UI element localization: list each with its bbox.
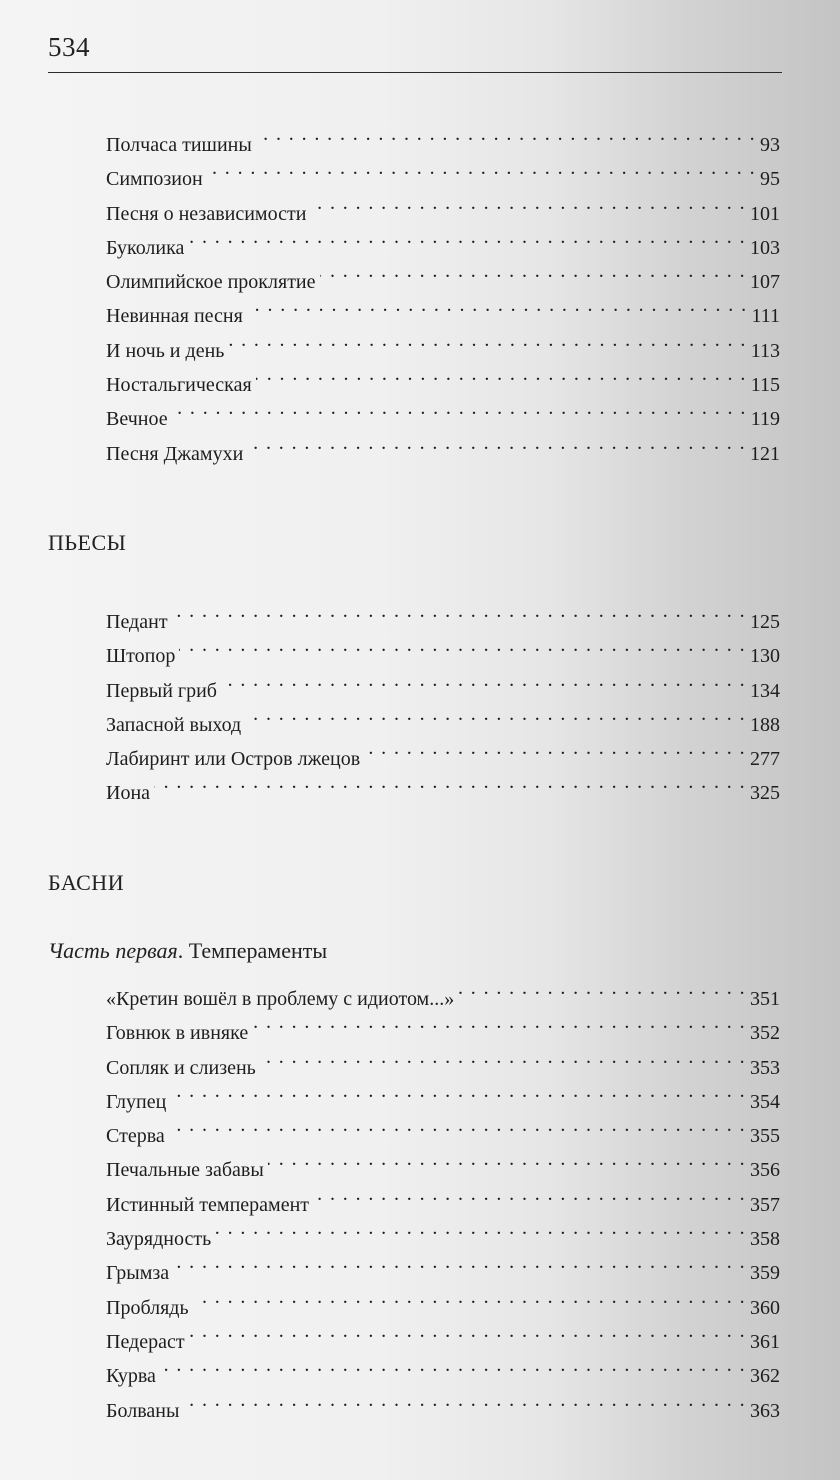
toc-entry-page-number: 125: [750, 611, 780, 633]
toc-entry-title: Проблядь: [106, 1296, 189, 1319]
toc-entry-page-number: 362: [750, 1365, 780, 1388]
toc-entry-title: Стерва: [106, 1125, 165, 1148]
dot-leader: [364, 731, 746, 765]
dot-leader: [458, 971, 746, 1005]
toc-entry: [106, 1074, 780, 1113]
toc-entry: [106, 594, 780, 633]
dot-leader: [313, 1177, 746, 1211]
toc-entry-page-number: 115: [750, 374, 780, 397]
header-rule: [48, 72, 782, 73]
toc-entry-title: Курва: [106, 1365, 156, 1388]
toc-entry-title: Глупец: [106, 1090, 167, 1113]
dot-leader: [170, 1074, 746, 1108]
dot-leader: [221, 663, 746, 697]
dot-leader: [160, 1348, 746, 1382]
toc-entry-title: Заурядность: [106, 1228, 212, 1251]
toc-entry-page-number: 356: [750, 1159, 780, 1182]
toc-entry-page-number: 358: [750, 1228, 780, 1251]
toc-entry-page-number: 134: [750, 679, 780, 702]
toc-entry-page-number: 351: [750, 988, 780, 1010]
dot-leader: [252, 1005, 746, 1039]
toc-entry: [106, 1348, 780, 1388]
toc-entry-title: И ночь и день: [106, 339, 225, 362]
dot-leader: [260, 1040, 746, 1074]
toc-entry: [106, 1280, 780, 1319]
toc-entry: [106, 1314, 780, 1353]
toc-entry-page-number: 363: [750, 1399, 780, 1422]
toc-entry: [106, 663, 780, 702]
dot-leader: [172, 594, 746, 628]
toc-entry-page-number: 361: [750, 1330, 780, 1353]
dot-leader: [247, 426, 746, 460]
toc-entry-page-number: 359: [750, 1262, 780, 1285]
dot-leader: [245, 697, 746, 731]
toc-entry: [106, 1142, 780, 1182]
dot-leader: [173, 1245, 746, 1279]
toc-entry-title: Сопляк и слизень: [106, 1056, 256, 1079]
toc-entry-page-number: 355: [750, 1125, 780, 1148]
toc-entry: [106, 391, 780, 431]
toc-entry-page-number: 93: [760, 134, 780, 156]
toc-entry: [106, 254, 780, 294]
toc-entry-page-number: 103: [750, 236, 780, 259]
dot-leader: [188, 220, 746, 254]
toc-entry: [106, 765, 780, 805]
toc-entry-title: Невинная песня: [106, 305, 243, 328]
toc-list-poems: [106, 117, 780, 465]
dot-leader: [172, 391, 747, 425]
toc-entry-title: Олимпийское проклятие: [106, 271, 316, 294]
toc-entry-page-number: 130: [750, 645, 780, 668]
toc-entry-title: Полчаса тишины: [106, 134, 252, 156]
toc-entry-title: Говнюк в ивняке: [106, 1022, 249, 1045]
toc-entry: [106, 971, 780, 1010]
toc-entry-page-number: 352: [750, 1022, 780, 1045]
dot-leader: [169, 1108, 746, 1142]
toc-entry-title: Симпозион: [106, 168, 203, 191]
toc-entry-page-number: 111: [751, 305, 780, 328]
toc-entry: [106, 1383, 780, 1422]
toc-entry: [106, 1245, 780, 1285]
dot-leader: [189, 1314, 746, 1348]
dot-leader: [179, 628, 746, 662]
toc-entry-title: Ностальгическая: [106, 374, 252, 397]
toc-entry-title: «Кретин вошёл в проблему с идиотом...»: [106, 988, 455, 1010]
page-number: 534: [48, 32, 90, 62]
toc-entry-title: Печальные забавы: [106, 1159, 264, 1182]
dot-leader: [193, 1280, 746, 1314]
part-title: . Темпераменты: [177, 938, 328, 963]
section-heading-fables: БАСНИ: [48, 870, 125, 895]
toc-entry-title: Песня о независимости: [106, 202, 307, 225]
toc-entry: [106, 1108, 780, 1148]
toc-entry: [106, 426, 780, 465]
toc-entry: [106, 220, 780, 259]
toc-entry-page-number: 188: [750, 713, 780, 736]
toc-entry-title: Первый гриб: [106, 679, 217, 702]
toc-entry-page-number: 119: [750, 408, 780, 431]
part-heading: [48, 938, 327, 964]
dot-leader: [320, 254, 746, 288]
toc-entry-page-number: 121: [750, 442, 780, 465]
toc-entry-page-number: 325: [750, 782, 780, 805]
toc-entry-page-number: 360: [750, 1296, 780, 1319]
section-heading-plays: ПЬЕСЫ: [48, 530, 127, 555]
toc-entry-title: Песня Джамухи: [106, 442, 244, 465]
toc-entry-page-number: 107: [750, 271, 780, 294]
toc-entry-title: Буколика: [106, 236, 185, 259]
toc-list-plays: [106, 594, 780, 805]
toc-entry-title: Штопор: [106, 645, 176, 668]
part-label: Часть первая: [48, 938, 178, 963]
dot-leader: [268, 1142, 746, 1176]
dot-leader: [247, 288, 748, 322]
dot-leader: [256, 357, 747, 391]
dot-leader: [207, 151, 756, 185]
toc-entry-page-number: 357: [750, 1193, 780, 1216]
toc-entry-page-number: 354: [750, 1090, 780, 1113]
toc-entry-title: Вечное: [106, 408, 168, 431]
toc-entry: [106, 151, 780, 191]
toc-list-fables: [106, 971, 780, 1422]
toc-entry-page-number: 95: [760, 168, 780, 191]
dot-leader: [228, 323, 746, 357]
dot-leader: [215, 1211, 746, 1245]
toc-entry-page-number: 101: [750, 202, 780, 225]
toc-entry: [106, 186, 780, 225]
toc-entry-title: Болваны: [106, 1399, 180, 1422]
toc-entry: [106, 117, 780, 156]
toc-entry-title: Педант: [106, 611, 168, 633]
toc-entry-title: Грымза: [106, 1262, 170, 1285]
toc-entry-title: Педераст: [106, 1330, 185, 1353]
toc-entry-title: Запасной выход: [106, 713, 242, 736]
toc-entry-page-number: 277: [750, 748, 780, 771]
toc-entry-page-number: 353: [750, 1056, 780, 1079]
dot-leader: [310, 186, 746, 220]
dot-leader: [256, 117, 756, 151]
toc-entry-title: Лабиринт или Остров лжецов: [106, 748, 361, 771]
toc-entry-title: Истинный темперамент: [106, 1193, 310, 1216]
toc-entry-page-number: 113: [750, 339, 780, 362]
toc-entry: [106, 628, 780, 668]
toc-entry-title: Иона: [106, 782, 151, 805]
dot-leader: [154, 765, 746, 799]
dot-leader: [183, 1383, 746, 1417]
